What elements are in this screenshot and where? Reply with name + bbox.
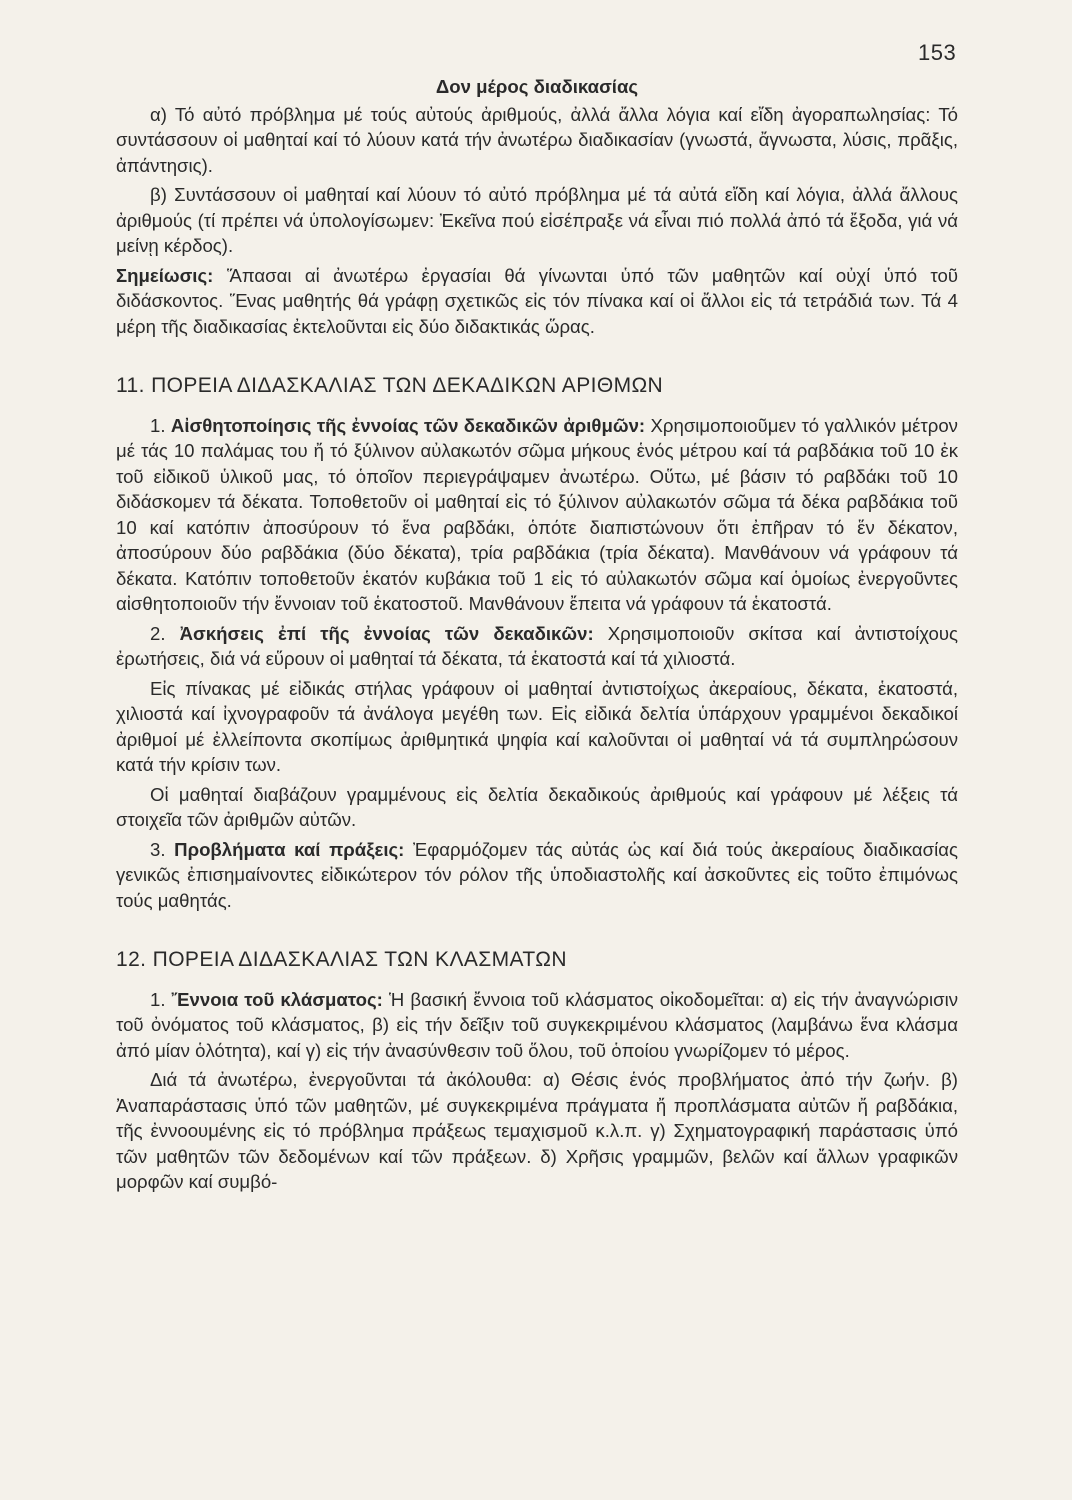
item-label: Ἀσκήσεις ἐπί τῆς ἐννοίας τῶν δεκαδικῶν: <box>179 622 594 644</box>
paragraph-alpha: α) Τό αὐτό πρόβλημα μέ τούς αὐτούς ἀριθμούς, ἀλλά ἄλλα λόγια καί εἴδη ἀγοραπωλησίας: Τό συντάσσουν οἱ μαθηταί καί τό λύουν κατά τήν ἀνωτέρω διαδικασίαν (γνωστά, ἄγνωστα, λύσις, πρᾶξις, ἀπάντησις). <box>116 103 958 176</box>
item-number: 1. <box>150 988 166 1010</box>
section-11-item-2-paragraph-2: Εἰς πίνακας μέ εἰδικάς στήλας γράφουν οἱ μαθηταί ἀντιστοίχως ἀκεραίους, δέκατα, ἑκατοστά, χιλιοστά καί ἰχνογραφοῦν τά ἀνάλογα μεγέθη των. Εἰς εἰδικά δελτία ὑπάρχουν γραμμένοι δεκαδικοί ἀριθμοί μέ ἐλλείποντα σκοπίμως ἀριθμητικά ψηφία καί καλοῦνται οἱ μαθηταί νά τά συμπληρώσουν κατά τήν κρίσιν των. <box>116 677 958 775</box>
item-text: Χρησιμοποιοῦν σκίτσα καί ἀντιστοίχους ἐρωτήσεις, διά νά εὕρουν οἱ μαθηταί τά δέκατα, τά ἑκατοστά καί τά χιλιοστά. <box>116 622 958 669</box>
section-11-item-2-paragraph-3: Οἱ μαθηταί διαβάζουν γραμμένους εἰς δελτία δεκαδικούς ἀριθμούς καί γράφουν μέ λέξεις τά στοιχεῖα τῶν ἀριθμῶν αὐτῶν. <box>116 783 958 830</box>
paragraph-beta: β) Συντάσσουν οἱ μαθηταί καί λύουν τό αὐτό πρόβλημα μέ τά αὐτά εἴδη καί λόγια, ἀλλά ἄλλους ἀριθμούς (τί πρέπει νά ὑπολογίσωμεν: Ἐκεῖνα πού εἰσέπραξε νά εἶναι πιό πολλά ἀπό τά ἔξοδα, γιά νά μείνῃ κέρδος). <box>116 184 958 256</box>
note-label: Σημείωσις: <box>116 264 214 286</box>
section-subtitle: Δον μέρος διαδικασίας <box>435 76 639 97</box>
section-11-heading: 11. ΠΟΡΕΙΑ ΔΙΔΑΣΚΑΛΙΑΣ ΤΩΝ ΔΕΚΑΔΙΚΩΝ ΑΡΙΘΜΩΝ <box>116 374 664 397</box>
item-text: Ἐφαρμόζομεν τάς αὐτάς ὡς καί διά τούς ἀκεραίους διαδικασίας γενικῶς ἐπισημαίνοντες εἰδικώτερον τόν ρόλον τῆς ὑποδιαστολῆς καί ἀσκοῦντες εἰς τοῦτο ἐπιμόνως τούς μαθητάς. <box>116 838 958 911</box>
section-11-item-1 <box>116 413 958 617</box>
section-12-item-1 <box>116 987 958 1064</box>
section-12-item-1-paragraph-2: Διά τά ἀνωτέρω, ἐνεργοῦνται τά ἀκόλουθα: α) Θέσις ἑνός προβλήματος ἀπό τήν ζωήν. β) Ἀναπαράστασις ὑπό τῶν μαθητῶν, μέ συγκεκριμένα πράγματα ἤ προπλάσματα αὐτῶν ἤ ραβδάκια, τῆς ἐννοουμένης εἰς τό πρόβλημα πράξεως τεμαχισμοῦ κ.λ.π. γ) Σχηματογραφική παράστασις ὑπό τῶν μαθητῶν τῶν δεδομένων καί τῶν πράξεων. δ) Χρῆσις γραμμῶν, βελῶν καί ἄλλων γραφικῶν μορφῶν καί συμβό- <box>116 1069 958 1192</box>
section-12-heading: 12. ΠΟΡΕΙΑ ΔΙΔΑΣΚΑΛΙΑΣ ΤΩΝ ΚΛΑΣΜΑΤΩΝ <box>116 948 567 971</box>
item-text: Χρησιμοποιοῦμεν τό γαλλικόν μέτρον μέ τάς 10 παλάμας του ἤ τό ξύλινον αὐλακωτόν σῶμα μήκους ἑνός μέτρου καί τά ραβδάκια τοῦ 10 ἐκ τοῦ εἰδικοῦ ὑλικοῦ μας, τό ὁποῖον περιεγράψαμεν ἀνωτέρω. Οὕτω, μέ βάσιν τό ραβδάκι τοῦ 10 διδάσκομεν τά δέκατα. Τοποθετοῦν οἱ μαθηταί εἰς τό ξύλινον αὐλακωτόν σῶμα τά δέκα ραβδάκια τοῦ 10 καί κατόπιν ἀποσύρουν τό ἕνα ραβδάκι, ὁπότε διαπιστώνουν ὅτι ἐπῆραν τό ἕν δέκατον, ἀποσύρουν δύο ραβδάκια (δύο δέκατα), τρία ραβδάκια (τρία δέκατα). Μανθάνουν νά γράφουν τά δέκατα. Κατόπιν τοποθετοῦν ἑκατόν κυβάκια τοῦ 1 εἰς τό αὐλακωτόν σῶμα καί ὁμοίως ἐνεργοῦντες αἰσθητοποιοῦν τήν ἔννοιαν τοῦ ἑκατοστοῦ. Μανθάνουν ἔπειτα νά γράφουν τά ἑκατοστά. <box>116 414 958 614</box>
section-11-item-2 <box>116 621 958 672</box>
page-content <box>116 74 958 1199</box>
item-number: 1. <box>150 414 166 436</box>
note-text: Ἅπασαι αἱ ἀνωτέρω ἐργασίαι θά γίνωνται ὑπό τῶν μαθητῶν καί οὐχί ὑπό τοῦ διδάσκοντος. Ἕνας μαθητής θά γράφῃ σχετικῶς εἰς τόν πίνακα καί οἱ ἄλλοι εἰς τά τετράδιά των. Τά 4 μέρη τῆς διαδικασίας ἐκτελοῦνται εἰς δύο διδακτικάς ὥρας. <box>116 264 958 337</box>
item-number: 3. <box>150 838 166 860</box>
note-paragraph <box>116 263 958 340</box>
item-label: Προβλήματα καί πράξεις: <box>174 838 405 860</box>
item-label: Αἰσθητοποίησις τῆς ἐννοίας τῶν δεκαδικῶν ἀριθμῶν: <box>170 414 646 436</box>
section-11-item-3 <box>116 837 958 914</box>
item-label: Ἔννοια τοῦ κλάσματος: <box>171 988 383 1010</box>
item-number: 2. <box>150 622 166 644</box>
item-text: Ἡ βασική ἔννοια τοῦ κλάσματος οἰκοδομεῖται: α) εἰς τήν ἀναγνώρισιν τοῦ ὀνόματος τοῦ κλάσματος, β) εἰς τήν δεῖξιν τοῦ συγκεκριμένου κλάσματος (λαμβάνω ἕνα κλάσμα ἀπό μίαν ὁλότητα), καί γ) εἰς τήν ἀνασύνθεσιν τοῦ ὅλου, τοῦ ὁποίου γνωρίζομεν τό μέρος. <box>116 988 958 1061</box>
page-number: 153 <box>918 40 957 65</box>
